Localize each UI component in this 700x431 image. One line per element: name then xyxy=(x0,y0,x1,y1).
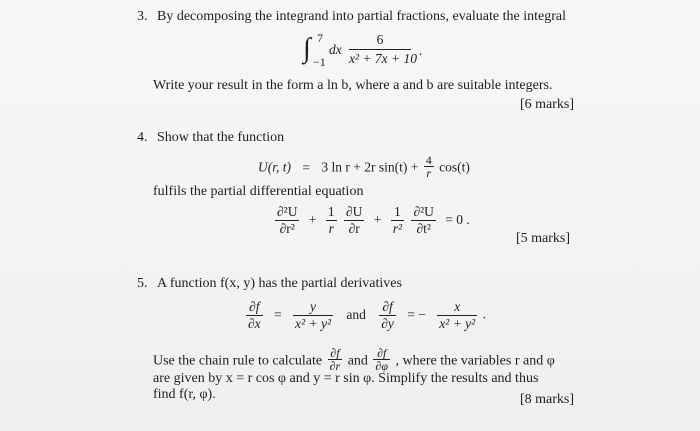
q4-equals-zero: = 0 . xyxy=(445,211,470,227)
q4-rhs-fraction: $\frac{4}{r}$ xyxy=(425,153,432,180)
q3-denominator: x² + 7x + 10 xyxy=(349,51,418,66)
q5-line2: are given by x = r cos φ and y = r sin φ. Simplify the results and thus xyxy=(153,371,539,386)
q5-expr1: $\frac{y}{\text{x² + y²}}$ xyxy=(295,299,331,331)
q5-expr2: $\frac{x}{\text{x² + y²}}$ xyxy=(439,299,476,331)
q5-marks: [8 marks] xyxy=(520,392,575,407)
q5-line1: Use the chain rule to calculate $\frac{\partial f}{\partial r}$ and $\frac{\partial f}{\partial\varphi}$ , where the variables r and φ xyxy=(153,346,555,373)
q5-line3: find f(r, φ). xyxy=(153,387,216,402)
q3-marks: [6 marks] xyxy=(520,97,575,112)
q4-term1: $\frac{\text{∂²U}}{\text{∂r²}}$ xyxy=(277,204,298,236)
q4-text: Show that the function xyxy=(157,130,285,145)
q3-number: 3. xyxy=(137,9,148,24)
integral-sign-icon: ∫ xyxy=(303,33,311,64)
q5-partials: $\frac{\partial f}{\partial x}$ = $\frac{y}{\text{x² + y²}}$ and $\frac{\partial f}{\partial y}$ = − $\frac{x}{\text{x² + y²}}$ . xyxy=(248,299,486,331)
q4-pde: $\frac{\text{∂²U}}{\text{∂r²}}$ + $\frac{1}{r}$ $\frac{\partial U}{\partial r}$ + $\frac{1}{\text{r²}}$ $\frac{\text{∂²U}}{\text{∂t²}}$ = 0 . xyxy=(277,204,470,236)
q4-number: 4. xyxy=(137,130,148,145)
q5-df-dx: $\frac{\partial f}{\partial x}$ xyxy=(248,299,261,331)
q5-df-dr: $\frac{\partial f}{\partial r}$ xyxy=(329,346,341,373)
q5-and: and xyxy=(346,306,366,322)
q3-lower-limit: −1 xyxy=(313,55,326,69)
q4-rhs-part-b: cos(t) xyxy=(439,159,470,175)
q3-numerator: 6 xyxy=(376,32,384,47)
q4-marks: [5 marks] xyxy=(516,231,571,246)
q3-instruction: Write your result in the form a ln b, where a and b are suitable integers. xyxy=(153,78,553,93)
q3-text: By decomposing the integrand into partial fractions, evaluate the integral xyxy=(157,9,566,24)
q3-upper-limit: 7 xyxy=(317,31,323,45)
q5-statement xyxy=(137,276,402,292)
q3-statement xyxy=(137,9,566,25)
q4-statement xyxy=(137,130,284,146)
q3-integral: ∫ 7 −1 dx 6 x² + 7x + 10 . xyxy=(303,31,423,69)
q5-df-dy: $\frac{\partial f}{\partial y}$ xyxy=(381,299,394,331)
q5-text: A function f(x, y) has the partial derivatives xyxy=(157,276,402,291)
q4-term3-coef: $\frac{1}{\text{r²}}$ xyxy=(392,204,403,236)
q4-term2: $\frac{\partial U}{\partial r}$ xyxy=(345,204,363,236)
q4-function: U(r, t) = 3 ln r + 2r sin(t) + $\frac{4}{r}$ cos(t) xyxy=(258,153,470,180)
q4-term2-coef: $\frac{1}{r}$ xyxy=(327,204,335,236)
q5-number: 5. xyxy=(137,276,148,291)
q3-dx: dx xyxy=(329,42,342,57)
q4-pde-text: fulfils the partial differential equation xyxy=(153,184,364,199)
q5-df-dphi: $\frac{\partial f}{\partial\varphi}$ xyxy=(375,346,388,373)
q4-rhs-part-a: 3 ln r + 2r sin(t) + xyxy=(321,159,419,175)
q4-term3: $\frac{\text{∂²U}}{\text{∂t²}}$ xyxy=(413,204,434,236)
q4-lhs: U(r, t) xyxy=(258,159,291,175)
